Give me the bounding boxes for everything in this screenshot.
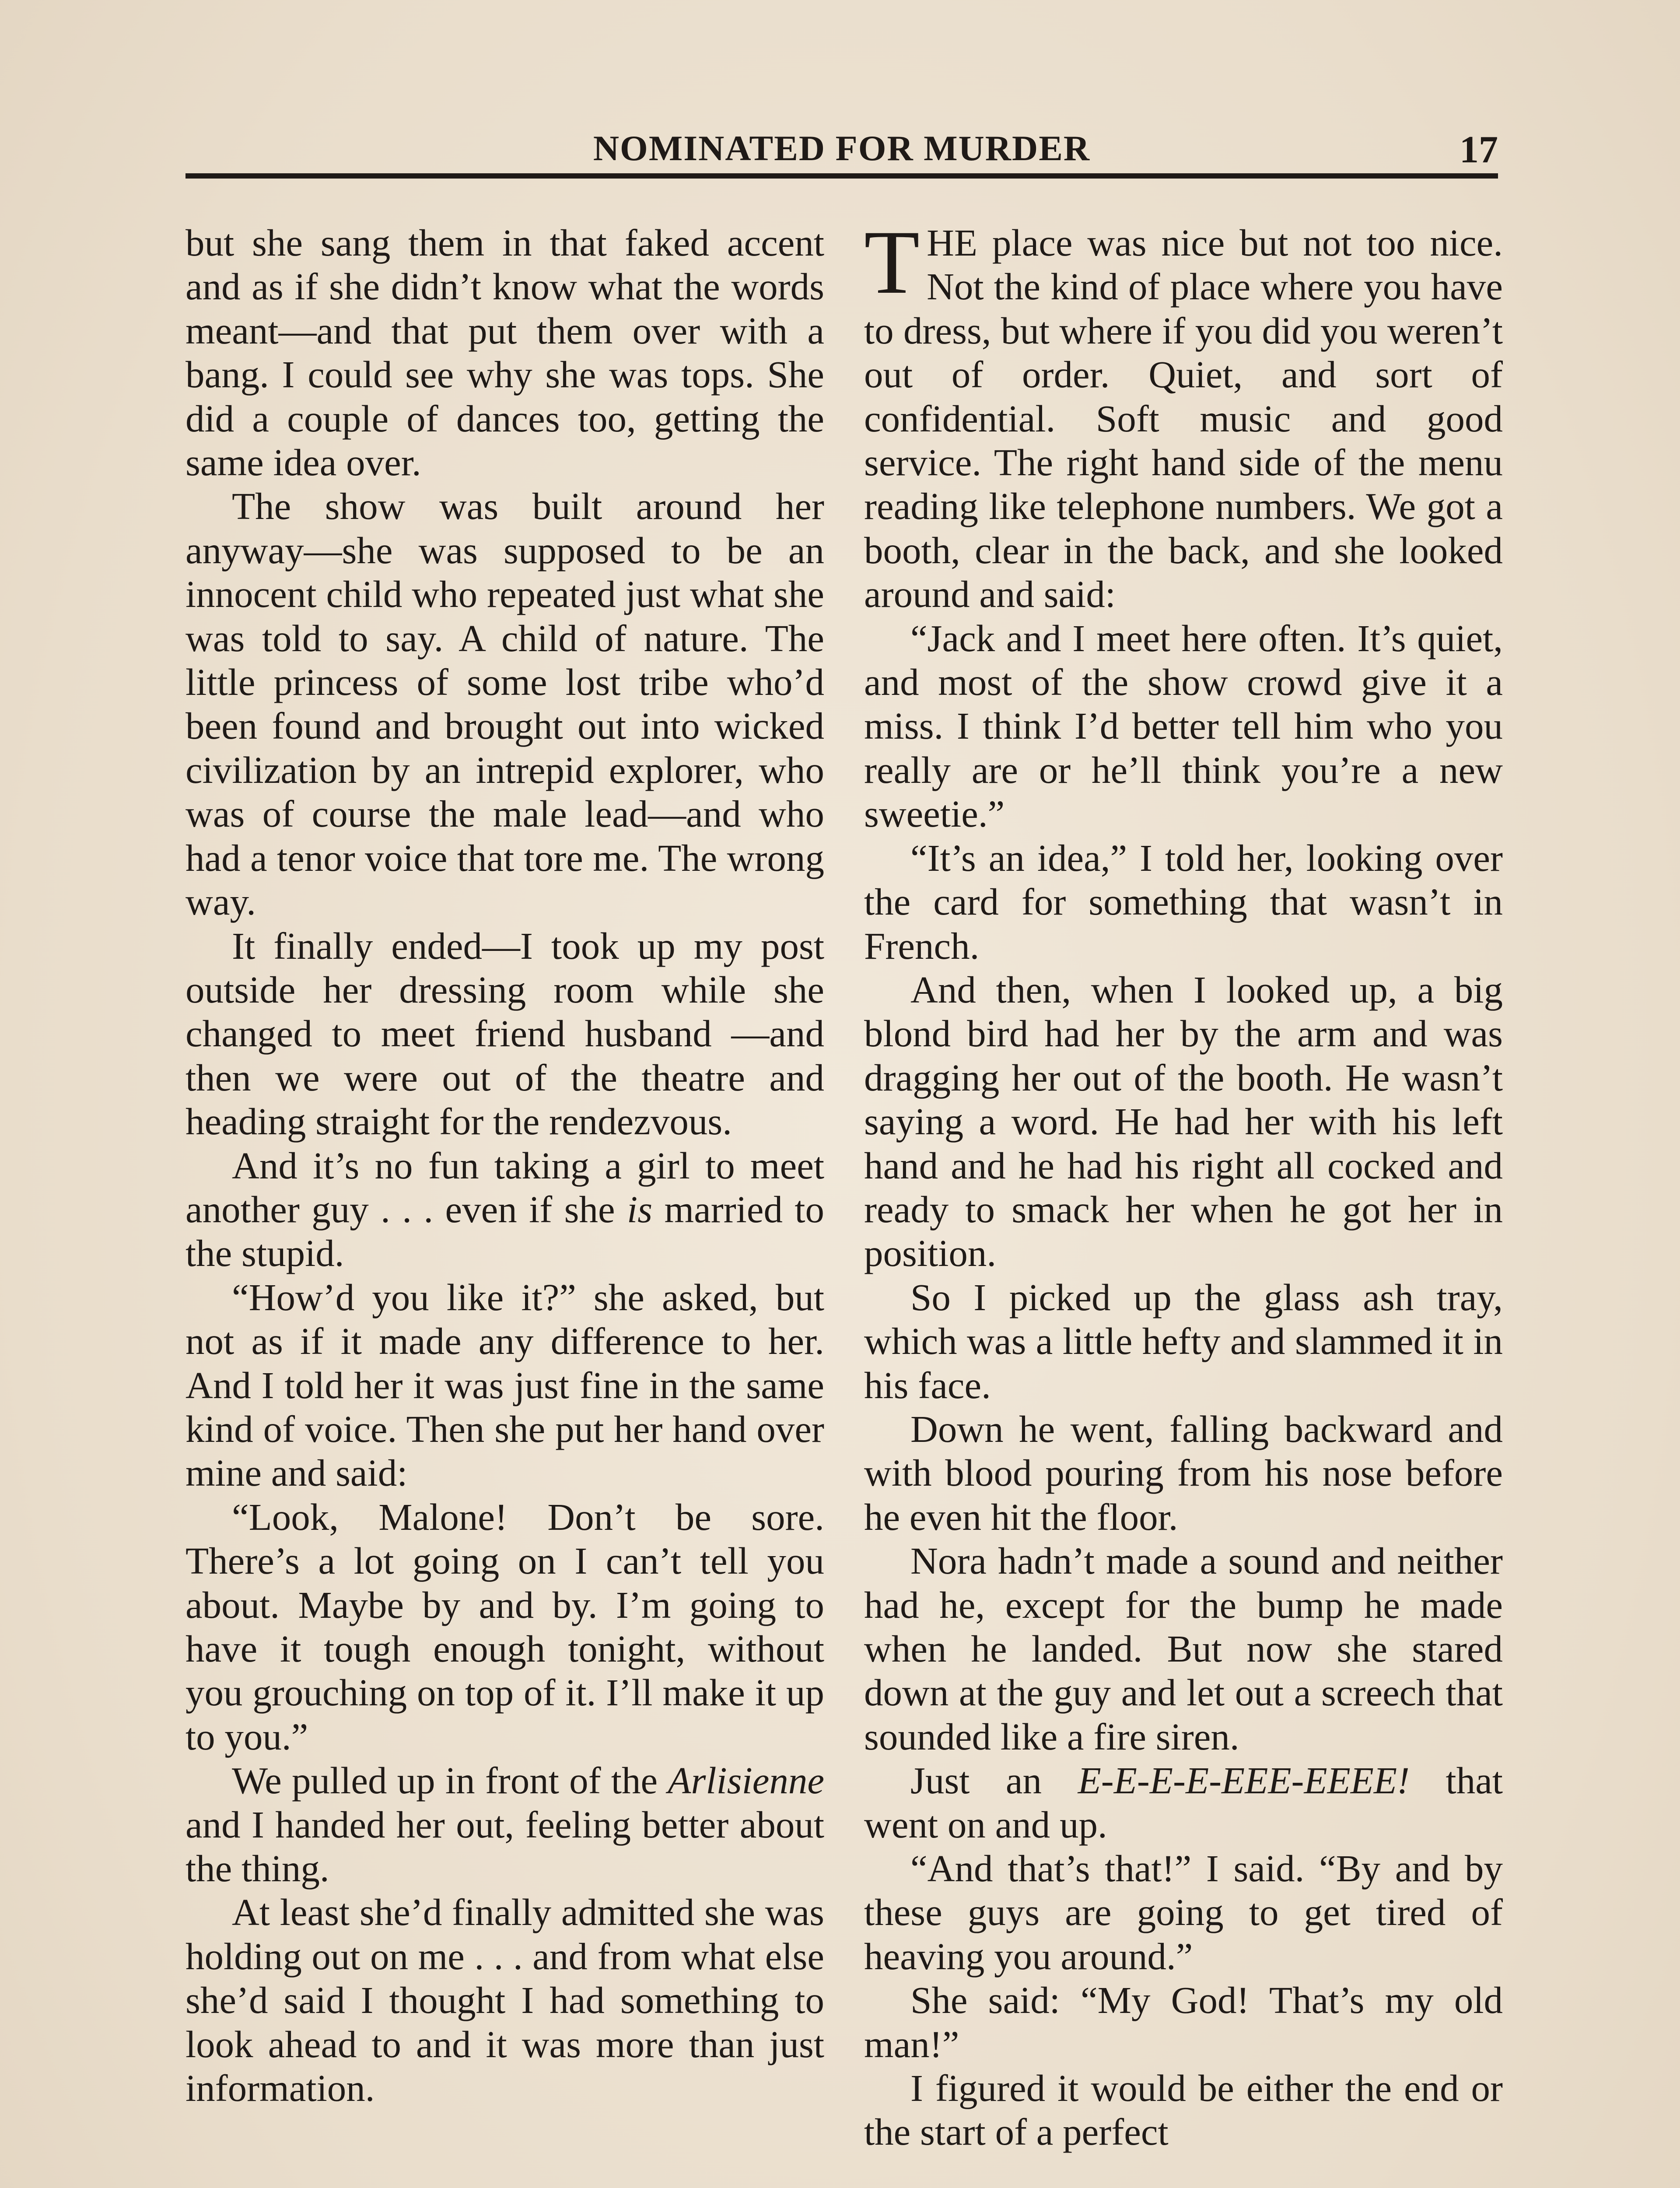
paragraph	[186, 221, 824, 484]
paragraph	[864, 1276, 1503, 1407]
paragraph-text: And then, when I looked up, a big blond bird had her by the arm and was dragging her out of the booth. He wasn’t saying a word. He had her with his left hand and he had his right all cocked and ready to smack her when he got her in position.	[864, 968, 1503, 1275]
header-rule	[186, 173, 1498, 179]
paragraph-text: I figured it would be either the end or the start of a perfect	[864, 2067, 1503, 2153]
italic-text: E-E-E-E-EEE-EEEE!	[1078, 1759, 1410, 1802]
paragraph	[864, 1847, 1503, 1978]
paragraph-text: and I handed her out, feeling better about the thing.	[186, 1803, 824, 1890]
drop-cap: T	[864, 212, 920, 312]
paragraph	[864, 1407, 1503, 1539]
paragraph-text: place was nice but not too nice. Not the kind of place where you have to dress, but where if you did you weren’t out of order. Quiet, and sort of confidential. Soft music and good service. The right hand side of the menu reading like telephone numbers. We got a booth, clear in the back, and she looked around and said:	[864, 221, 1503, 616]
paragraph	[186, 1276, 824, 1495]
paragraph	[186, 1144, 824, 1276]
paragraph-text: She said: “My God! That’s my old man!”	[864, 1979, 1503, 2065]
paragraph	[864, 212, 1503, 617]
paragraph	[186, 484, 824, 924]
paragraph-text: “How’d you like it?” she asked, but not as if it made any difference to her. And I told her it was just fine in the same kind of voice. Then she put her hand over mine and said:	[186, 1276, 824, 1494]
italic-text: is	[627, 1188, 653, 1231]
paragraph	[864, 968, 1503, 1276]
paragraph-text: “And that’s that!” I said. “By and by these guys are going to get tired of heaving you around.”	[864, 1847, 1503, 1978]
paragraph	[864, 1978, 1503, 2066]
paragraph-text: married to the stupid.	[186, 1188, 825, 1275]
drop-cap-continuation: HE	[927, 221, 978, 264]
paragraph-text: Just an	[910, 1759, 1078, 1802]
paragraph	[186, 1759, 824, 1890]
paragraph	[864, 836, 1503, 968]
paragraph-text: And it’s no fun taking a girl to meet another guy . . . even if she	[186, 1144, 824, 1231]
left-column	[186, 221, 824, 2110]
paragraph-text: So I picked up the glass ash tray, which was a little hefty and slammed it in his face.	[864, 1276, 1503, 1406]
paragraph-text: that went on and up.	[864, 1759, 1503, 1846]
paragraph-text: At least she’d finally admitted she was holding out on me . . . and from what else she’d said I thought I had something to look ahead to and it was more than just information.	[186, 1891, 824, 2110]
paragraph	[864, 2066, 1503, 2154]
paragraph	[186, 924, 824, 1144]
italic-text: Arlisienne	[668, 1759, 824, 1802]
paragraph-text: “Jack and I meet here often. It’s quiet, and most of the show crowd give it a miss. I think I’d better tell him who you really are or he’ll think you’re a new sweetie.”	[864, 617, 1503, 835]
paragraph-text: We pulled up in front of the	[232, 1759, 668, 1802]
paragraph-text: “It’s an idea,” I told her, looking over the card for something that wasn’t in French.	[864, 836, 1503, 967]
paragraph	[864, 1539, 1503, 1759]
paragraph	[864, 1759, 1503, 1847]
paragraph-text: Down he went, falling backward and with blood pouring from his nose before he even hit the floor.	[864, 1407, 1503, 1538]
paragraph-text: Nora hadn’t made a sound and neither had he, except for the bump he made when he landed. But now she stared down at the guy and let out a screech that sounded like a fire siren.	[864, 1539, 1503, 1758]
right-column	[864, 212, 1503, 2154]
page-number: 17	[1460, 129, 1498, 171]
paragraph	[864, 617, 1503, 836]
paragraph-text: but she sang them in that faked accent and as if she didn’t know what the words meant—and that put them over with a bang. I could see why she was tops. She did a couple of dances too, getting the same idea over.	[186, 221, 824, 484]
running-title: NOMINATED FOR MURDER	[593, 128, 1091, 168]
paragraph	[186, 1890, 824, 2110]
paragraph-text: “Look, Malone! Don’t be sore. There’s a lot going on I can’t tell you about. Maybe by and by. I’m going to have it tough enough tonight, without you grouching on top of it. I’ll make it up to you.”	[186, 1495, 824, 1758]
paragraph-text: The show was built around her anyway—she was supposed to be an innocent child who repeated just what she was told to say. A child of nature. The little princess of some lost tribe who’d been found and brought out into wicked civilization by an intrepid explorer, who was of course the male lead—and who had a tenor voice that tore me. The wrong way.	[186, 485, 824, 923]
running-header	[186, 118, 1498, 171]
paragraph	[186, 1495, 824, 1759]
paragraph-text: It finally ended—I took up my post outside her dressing room while she changed to meet friend husband —and then we were out of the theatre and heading straight for the rendezvous.	[186, 924, 824, 1143]
